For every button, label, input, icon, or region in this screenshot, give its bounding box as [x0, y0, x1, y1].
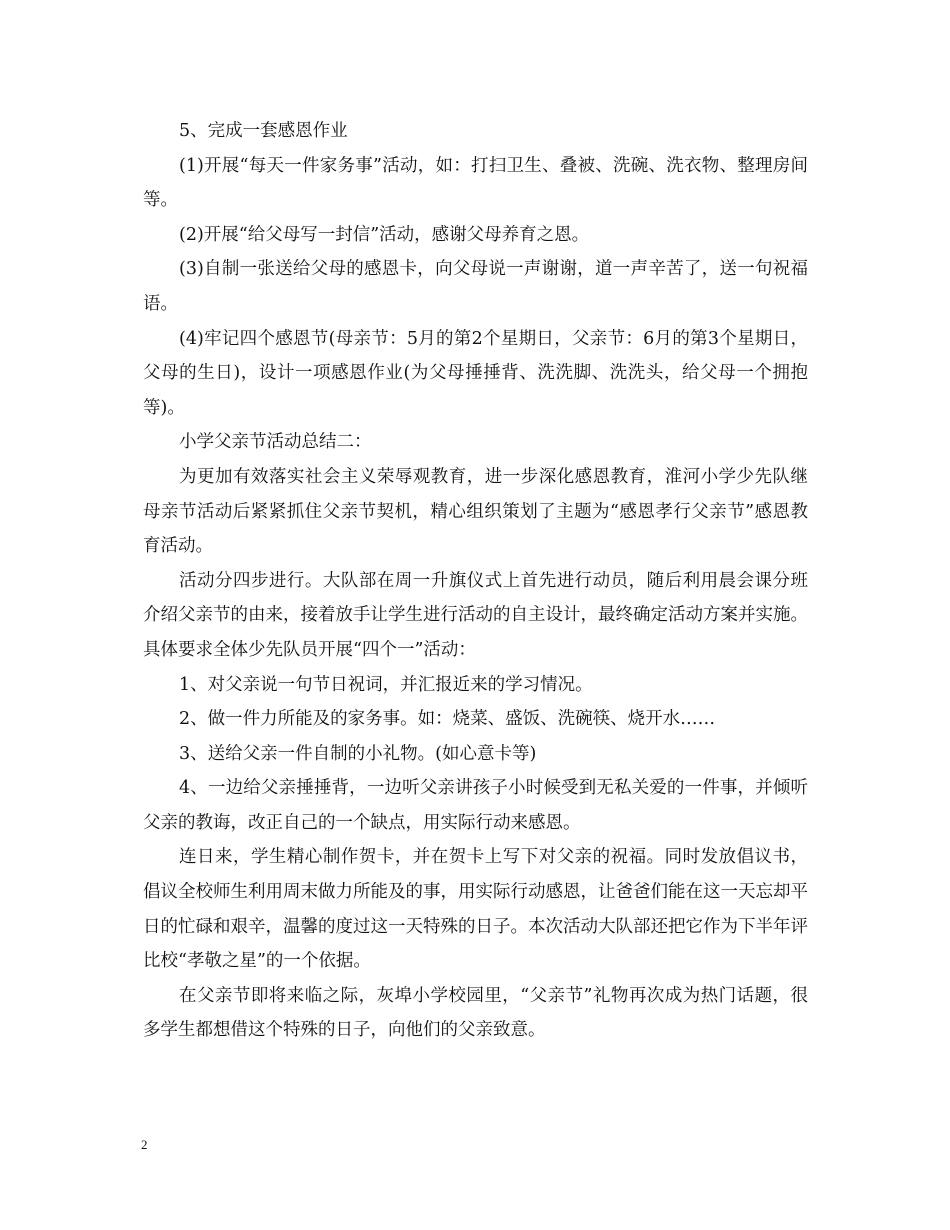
document-body: [143, 114, 808, 1048]
paragraph-activity-3: 3、送给父亲一件自制的小礼物。(如心意卡等): [179, 743, 537, 764]
paragraph-steps: 活动分四步进行。大队部在周一升旗仪式上首先进行动员，随后利用晨会课分班介绍父亲节的由来，接着放手让学生进行活动的自主设计，最终确定活动方案并实施。具体要求全体少先队员开展“四个一”活动：: [143, 570, 808, 660]
page-number: 2: [141, 1137, 148, 1152]
paragraph-item-4: (4)牢记四个感恩节(母亲节：5月的第2个星期日，父亲节：6月的第3个星期日，父母的生日)，设计一项感恩作业(为父母捶捶背、洗洗脚、洗洗头，给父母一个拥抱等)。: [143, 328, 808, 418]
paragraph-item-3: (3)自制一张送给父母的感恩卡，向父母说一声谢谢，道一声辛苦了，送一句祝福语。: [143, 259, 808, 314]
paragraph-intro: 为更加有效落实社会主义荣辱观教育，进一步深化感恩教育，淮河小学少先队继母亲节活动后紧紧抓住父亲节契机，精心组织策划了主题为“感恩孝行父亲节”感恩教育活动。: [143, 466, 808, 557]
section-heading: 小学父亲节活动总结二：: [179, 432, 372, 453]
paragraph-item-1: (1)开展“每天一件家务事”活动，如：打扫卫生、叠被、洗碗、洗衣物、整理房间等。: [143, 155, 808, 211]
paragraph-activity-2: 2、做一件力所能及的家务事。如：烧菜、盛饭、洗碗筷、烧开水……: [179, 709, 716, 730]
paragraph-item-2: (2)开展“给父母写一封信”活动，感谢父母养育之恩。: [179, 224, 590, 245]
paragraph-activity-1: 1、对父亲说一句节日祝词，并汇报近来的学习情况。: [179, 674, 593, 695]
paragraph-conclusion: 在父亲节即将来临之际，灰埠小学校园里，“父亲节”礼物再次成为热门话题，很多学生都想借这个特殊的日子，向他们的父亲致意。: [143, 985, 808, 1041]
paragraph-homework-heading: 5、完成一套感恩作业: [179, 121, 348, 141]
paragraph-cards: 连日来，学生精心制作贺卡，并在贺卡上写下对父亲的祝福。同时发放倡议书，倡议全校师生利用周末做力所能及的事，用实际行动感恩，让爸爸们能在这一天忘却平日的忙碌和艰辛，温馨的度过这一天特殊的日子。本次活动大队部还把它作为下半年评比校“孝敬之星”的一个依据。: [143, 847, 808, 972]
paragraph-activity-4: 4、一边给父亲捶捶背，一边听父亲讲孩子小时候受到无私关爱的一件事，并倾听父亲的教诲，改正自己的一个缺点，用实际行动来感恩。: [143, 778, 808, 833]
